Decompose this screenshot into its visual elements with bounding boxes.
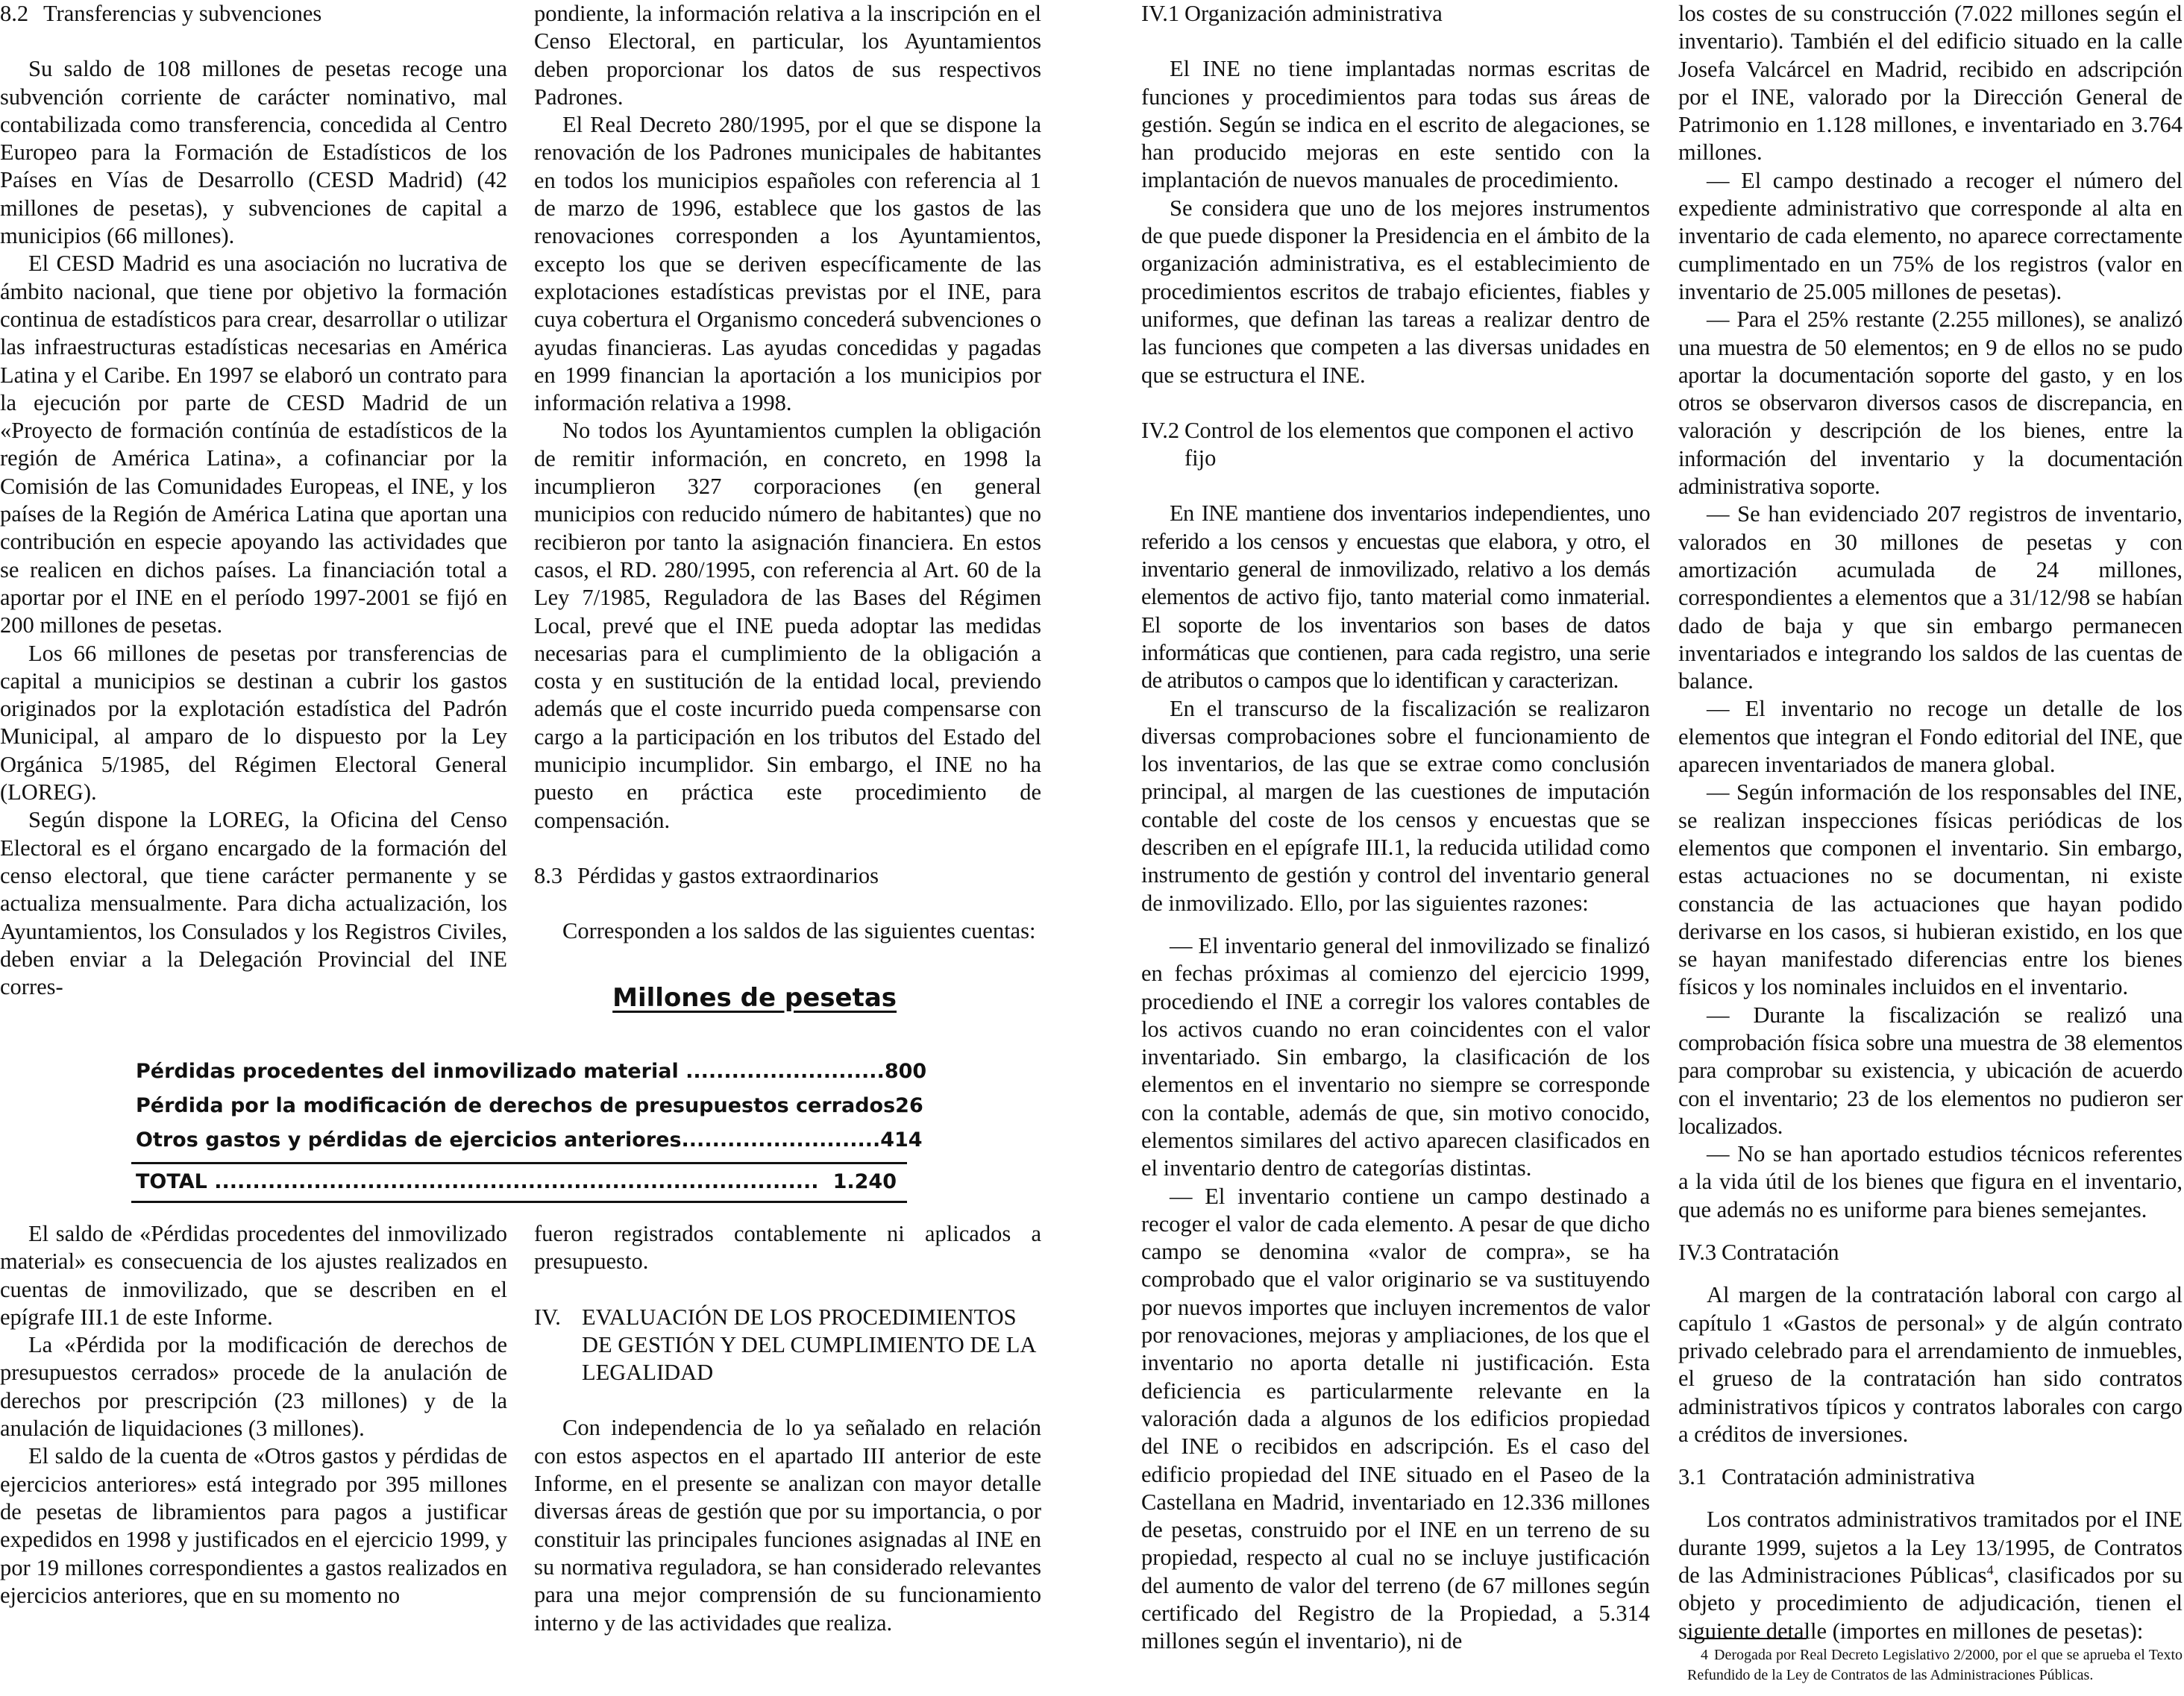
section-8-2-heading: 8.2 Transferencias y subvenciones — [0, 1, 322, 26]
footnote-divider — [1687, 1638, 1807, 1639]
paragraph: Corresponden a los saldos de las siguientes cuentas: — [562, 918, 1036, 944]
footnote-text: Derogada por Real Decreto Legislativo 2/2000, por el que se aprueba el Texto Refundido de la Ley de Contratos de las Administraciones Públicas. — [1687, 1647, 2183, 1683]
paragraph: Con independencia de lo ya señalado en relación con estos aspectos en el apartado III anterior de este Informe, en el presente se analizan con mayor detalle diversas áreas de gestión que por su importancia, o por constituir las principales funciones asignadas al INE en su normativa reguladora, se han considerado relevantes para una mejor comprensión de su funcionamiento interno y de las actividades que realiza. — [534, 1415, 1041, 1636]
table-header: Millones de pesetas — [612, 983, 897, 1013]
table-rule — [131, 1201, 907, 1203]
paragraph: El saldo de «Pérdidas procedentes del inmovilizado material» es consecuencia de los ajustes realizados en cuentas de inmovilizado, que se describen en el epígrafe III.1 de este Informe. — [0, 1221, 507, 1330]
column-3 — [1141, 0, 1650, 1656]
paragraph: El Real Decreto 280/1995, por el que se dispone la renovación de los Padrones municipales de habitantes en todos los municipios españoles con referencia al 1 de marzo de 1996, establece que los gastos de las renovaciones corresponden a los Ayuntamientos, excepto los que se deriven específicamente de las explotaciones estadísticas previstas por el INE, para cuya cobertura el Organismo concederá subvenciones o ayudas financieras. Las ayudas concedidas y pagadas en 1999 financian la aportación a los municipios por información relativa a 1998. — [534, 112, 1041, 416]
table-rule — [131, 1162, 907, 1164]
paragraph: los costes de su construcción (7.022 millones según el inventario). También el del edificio situado en la calle Josefa Valcárcel en Madrid, recibido en adscripción por el INE, valorado por la Dirección General de Patrimonio en 1.128 millones, e inventariado en 3.764 millones. — [1678, 1, 2183, 166]
section-IV-2-heading: IV.2 Control de los elementos que componen el activo fijo — [1141, 417, 1634, 471]
paragraph: — El inventario no recoge un detalle de los elementos que integran el Fondo editorial del INE, que aparecen inventariados de manera global. — [1678, 696, 2183, 778]
section-3-1-heading: 3.1 Contratación administrativa — [1678, 1464, 1975, 1490]
footnote — [1687, 1645, 2183, 1686]
paragraph: — El inventario contiene un campo destinado a recoger el valor de cada elemento. A pesar de que dicho campo se denomina «valor de compra», se ha comprobado que el valor originario se va sustituyendo por nuevos importes que incluyen incrementos de valor por renovaciones, mejoras y ampliaciones, de los que el inventario no aporta detalle ni justificación. Esta deficiencia es particularmente relevante en la valoración dada a algunos de los edificios propiedad del INE o recibidos en adscripción. Es el caso del edificio propiedad del INE situado en el Paseo de la Castellana en Madrid, inventariado en 12.336 millones de pesetas, construido por el INE en un terreno de su propiedad, respecto al cual no se incluye justificación del aumento de valor del terreno (de 67 millones según certificado del Registro de la Propiedad, a 5.314 millones según el inventario), ni de — [1141, 1183, 1650, 1654]
paragraph: En el transcurso de la fiscalización se realizaron diversas comprobaciones sobre el funcionamiento de los inventarios, de las que se extrae como conclusión principal, al margen de las cuestiones de imputación contable del coste de los censos y encuestas que se describen en el epígrafe III.1, la reducida utilidad como instrumento de gestión y control del inventario general de inmovilizado. Ello, por las siguientes razones: — [1141, 695, 1650, 916]
paragraph: — El campo destinado a recoger el número del expediente administrativo que corresponde al alta en inventario de cada elemento, no aparece correctamente cumplimentado en un 75% de los registros (valor en inventario de 25.005 millones de pesetas). — [1678, 167, 2183, 304]
paragraph: — Durante la fiscalización se realizó una comprobación física sobre una muestra de 38 elementos para comprobar su existencia, y ubicación de acuerdo con el inventario; 23 de los elementos no pudieron ser localizados. — [1678, 1002, 2183, 1139]
paragraph: Según dispone la LOREG, la Oficina del Censo Electoral es el órgano encargado de la formación del censo electoral, que tiene carácter permanente y se actualiza mensualmente. Para dicha actualización, los Ayuntamientos, los Consulados y los Registros Civiles, deben enviar a la Delegación Provincial del INE corres- — [0, 807, 507, 1000]
footnote-reference: 4 — [1986, 1562, 1994, 1577]
section-IV-3-heading: IV.3 Contratación — [1678, 1240, 1839, 1266]
paragraph: Al margen de la contratación laboral con cargo al capítulo 1 «Gastos de personal» y de algún contrato privado celebrado para el arrendamiento de inmuebles, el grueso de la contratación han sido contratos administrativos típicos y contratos laborales con cargo a créditos de inversiones. — [1678, 1282, 2183, 1447]
row-value: 800 — [884, 1059, 927, 1083]
row-label: Pérdida por la modificación de derechos de presupuestos cerrados — [136, 1093, 896, 1117]
table-row — [136, 1090, 923, 1120]
section-8-3-heading: 8.3 Pérdidas y gastos extraordinarios — [534, 862, 879, 888]
paragraph: — El inventario general del inmovilizado se finalizó en fechas próximas al comienzo del ejercicio 1999, procediendo el INE a corregir los valores contables de los activos cuando no eran coincidentes con el valor inventariado. Sin embargo, la clasificación de los elementos en el inventario no siempre se corresponde con la contable, además de que, sin motivo conocido, elementos similares del activo aparecen clasificados en el inventario dentro de categorías distintas. — [1141, 932, 1650, 1181]
paragraph: fueron registrados contablemente ni aplicados a presupuesto. — [534, 1221, 1041, 1275]
paragraph: La «Pérdida por la modificación de derechos de presupuestos cerrados» procede de la anulación de derechos por prescripción (23 millones) y de la anulación de liquidaciones (3 millones). — [0, 1332, 507, 1442]
row-value: 26 — [895, 1093, 923, 1117]
column-4 — [1678, 0, 2183, 1645]
paragraph: Su saldo de 108 millones de pesetas recoge una subvención corriente de carácter nominativo, mal contabilizada como transferencia, concedida al Centro Europeo para la Formación de Estadísticos de los Países en Vías de Desarrollo (CESD Madrid) (42 millones de pesetas), y subvenciones de capital a municipios (66 millones). — [0, 56, 507, 249]
total-value: 1.240 — [832, 1169, 897, 1193]
table-total-row — [136, 1166, 897, 1196]
table-row — [136, 1056, 927, 1086]
row-label: Pérdidas procedentes del inmovilizado material .......................... — [136, 1059, 885, 1083]
paragraph: En INE mantiene dos inventarios independientes, uno referido a los censos y encuestas que elabora, y otro, el inventario general de inmovilizado, relativo a los demás elementos de activo fijo, tanto material como inmaterial. El soporte de los inventarios son bases de datos informáticas que contienen, para cada registro, una serie de atributos o campos que lo identifican y caracterizan. — [1141, 500, 1650, 694]
paragraph: El INE no tiene implantadas normas escritas de funciones y procedimientos para todas sus áreas de gestión. Según se indica en el escrito de alegaciones, se han producido mejoras en este sentido con la implantación de nuevos manuales de procedimiento. — [1141, 56, 1650, 193]
table-row — [136, 1125, 923, 1155]
paragraph: pondiente, la información relativa a la inscripción en el Censo Electoral, en particular, los Ayuntamientos deben proporcionar los datos de sus respectivos Padrones. — [534, 1, 1041, 110]
paragraph: El saldo de la cuenta de «Otros gastos y pérdidas de ejercicios anteriores» está integrado por 395 millones de pesetas de libramientos para pagos a justificar expedidos en 1998 y justificados en el ejercicio 1999, y por 19 millones correspondientes a gastos realizados en ejercicios anteriores, que en su momento no — [0, 1443, 507, 1608]
row-label: Otros gastos y pérdidas de ejercicios anteriores.......................... — [136, 1128, 881, 1152]
section-IV-heading: IV. EVALUACIÓN DE LOS PROCEDIMIENTOS DE GESTIÓN Y DEL CUMPLIMIENTO DE LA LEGALIDAD — [534, 1304, 1035, 1386]
paragraph: Los 66 millones de pesetas por transferencias de capital a municipios se destinan a cubrir los gastos originados por la explotación estadística del Padrón Municipal, al amparo de lo dispuesto por la Ley Orgánica 5/1985, del Régimen Electoral General (LOREG). — [0, 640, 507, 805]
paragraph: — Se han evidenciado 207 registros de inventario, valorados en 30 millones de pesetas y con amortización acumulada de 24 millones, correspondientes a elementos que a 31/12/98 se habían dado de baja y que sin embargo permanecen inventariados e integrando los saldos de las cuentas de balance. — [1678, 501, 2183, 694]
paragraph: Se considera que uno de los mejores instrumentos de que puede disponer la Presidencia en el ámbito de la organización administrativa, es el establecimiento de procedimientos escritos de trabajo eficientes, fiables y uniformes, que definan las tareas a realizar dentro de las funciones que competen a las diversas unidades en que se estructura el INE. — [1141, 195, 1650, 388]
section-IV-1-heading: IV.1 Organización administrativa — [1141, 1, 1443, 26]
paragraph: El CESD Madrid es una asociación no lucrativa de ámbito nacional, que tiene por objetivo la formación continua de estadísticos para crear, desarrollar o utilizar las infraestructuras estadísticas necesarias en América Latina y el Caribe. En 1997 se elaboró un contrato para la ejecución por parte de CESD Madrid de un «Proyecto de formación contínúa de estadísticos de la región de América Latina», a cofinanciar por la Comisión de las Comunidades Europeas, el INE, y los países de la Región de América Latina que aportan una contribución en especie apoyando las actividades que se realicen en dichos países. La financiación total a aportar por el INE en el período 1997-2001 se fijó en 200 millones de pesetas. — [0, 251, 507, 638]
total-label: TOTAL ............................................................................... — [136, 1169, 819, 1193]
paragraph: — Para el 25% restante (2.255 millones), se analizó una muestra de 50 elementos; en 9 de ellos no se pudo aportar la documentación soporte del gasto, y en los otros se observaron diversos casos de discrepancia, en valoración y descripción de los bienes, entre la información del inventario y la documentación administrativa soporte. — [1678, 307, 2183, 500]
paragraph: Los contratos administrativos tramitados por el INE durante 1999, sujetos a la Ley 13/1995, de Contratos de las Administraciones Públicas$^4$, clasificados por su objeto y procedimiento de adjudicación, tienen el siguiente detalle (importes en millones de pesetas): — [1678, 1507, 2183, 1644]
row-value: 414 — [880, 1128, 923, 1152]
column-2 — [534, 0, 1041, 946]
paragraph: — Según información de los responsables del INE, se realizan inspecciones físicas periódicas de los elementos que componen el inventario. Sin embargo, estas actuaciones no se documentan, ni existe constancia de las actuaciones que hayan podido derivarse en los casos, si hubieran existido, en los que se hayan manifestado diferencias entre los bienes físicos y los nominales incluidos en el inventario. — [1678, 779, 2183, 1000]
footnote-number: 4 — [1701, 1647, 1708, 1663]
column-1 — [0, 0, 507, 1001]
paragraph: No todos los Ayuntamientos cumplen la obligación de remitir información, en concreto, en 1998 la incumplieron 327 corporaciones (en general municipios con reducido número de habitantes) que no recibieron por tanto la asignación financiera. En estos casos, el RD. 280/1995, con referencia al Art. 60 de la Ley 7/1985, Reguladora de las Bases del Régimen Local, prevé que el INE pueda adoptar las medidas necesarias para el cumplimiento de la obligación a costa y en sustitución de la entidad local, previendo además que el coste incurrido pueda compensarse con cargo a la participación en los tributos del Estado del municipio incumplidor. Sin embargo, el INE no ha puesto en práctica este procedimiento de compensación. — [534, 418, 1041, 833]
column-2-lower — [534, 1220, 1041, 1637]
paragraph: — No se han aportado estudios técnicos referentes a la vida útil de los bienes que figura en el inventario, que además no es uniforme para bienes semejantes. — [1678, 1141, 2183, 1222]
column-1-lower — [0, 1220, 507, 1609]
